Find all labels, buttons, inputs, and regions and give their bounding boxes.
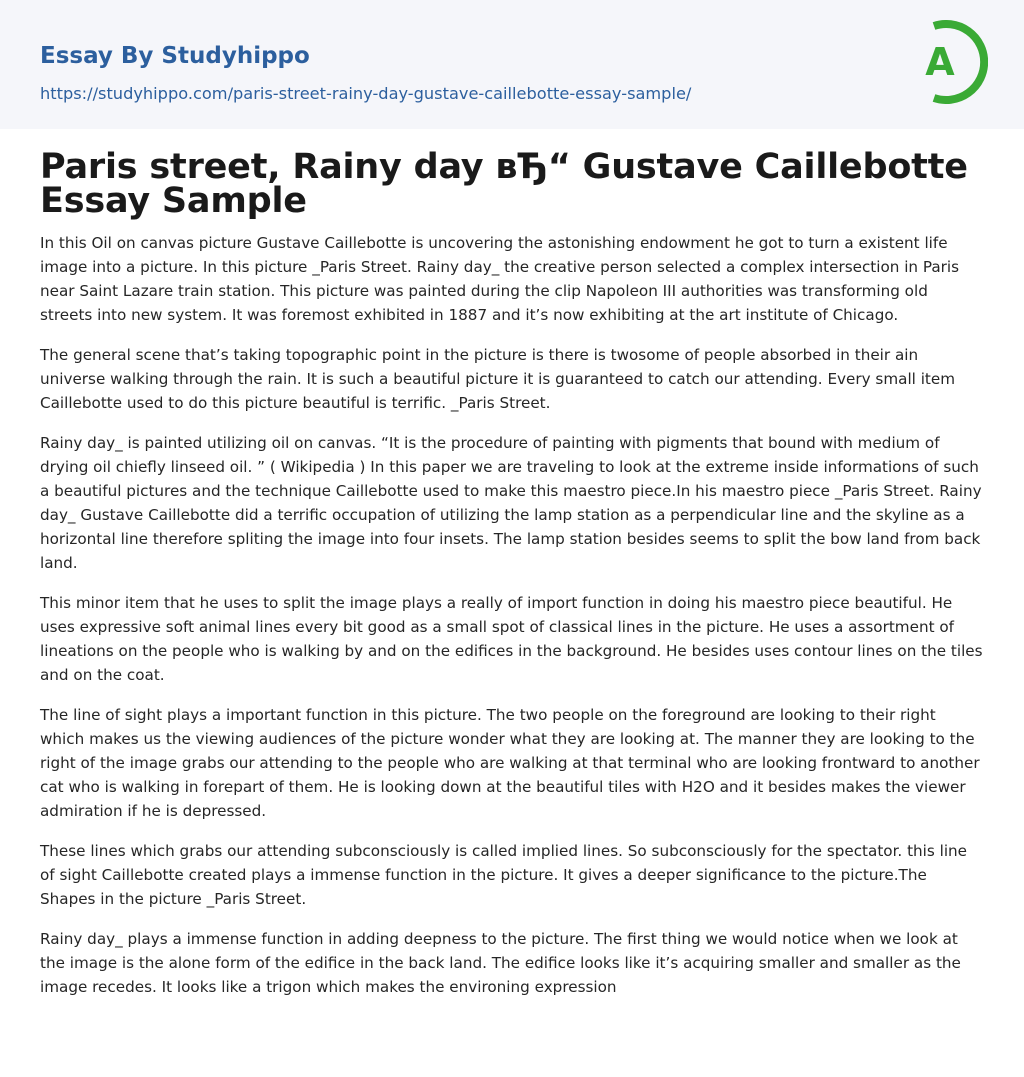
paragraph: Rainy day_ is painted utilizing oil on canvas. “It is the procedure of painting with pigments that bound with medium of drying oil chiefly linseed oil. ” ( Wikipedia ) In this paper we are traveling to look at the extreme inside informations of such a beautiful pictures and the technique Caillebotte used to make this maestro piece.In his maestro piece _Paris Street. Rainy day_ Gustave Caillebotte did a terrific occupation of utilizing the lamp station as a perpendicular line and the skyline as a horizontal line therefore spliting the image into four insets. The lamp station besides seems to split the bow land from back land.: [40, 434, 982, 572]
source-url-link[interactable]: https://studyhippo.com/paris-street-rainy-day-gustave-caillebotte-essay-sample/: [40, 84, 692, 103]
paragraph: Rainy day_ plays a immense function in adding deepness to the picture. The first thing we would notice when we look at the image is the alone form of the edifice in the back land. The edifice looks like it’s acquiring smaller and smaller as the image recedes. It looks like a trigon which makes the environing expression: [40, 930, 961, 996]
article: [40, 147, 984, 1015]
logo-icon[interactable]: [904, 20, 988, 104]
paragraph: In this Oil on canvas picture Gustave Caillebotte is uncovering the astonishing endowment he got to turn a existent life image into a picture. In this picture _Paris Street. Rainy day_ the creative person selected a complex intersection in Paris near Saint Lazare train station. This picture was painted during the clip Napoleon III authorities was transforming old streets into new system. It was foremost exhibited in 1887 and it’s now exhibiting at the art institute of Chicago.: [40, 234, 960, 324]
paragraph: The general scene that’s taking topographic point in the picture is there is twosome of people absorbed in their ain universe walking through the rain. It is such a beautiful picture it is guaranteed to catch our attending. Every small item Caillebotte used to do this picture beautiful is terrific. _Paris Street.: [40, 346, 956, 412]
paragraph: These lines which grabs our attending subconsciously is called implied lines. So subconsciously for the spectator. this line of sight Caillebotte created plays a immense function in the picture. It gives a deeper significance to the picture.The Shapes in the picture _Paris Street.: [40, 842, 968, 908]
site-header: [0, 0, 1024, 129]
site-name[interactable]: Essay By Studyhippo: [40, 43, 310, 69]
paragraph: This minor item that he uses to split the image plays a really of import function in doing his maestro piece beautiful. He uses expressive soft animal lines every bit good as a small spot of classical lines in the picture. He uses a assortment of lineations on the people who is walking by and on the edifices in the background. He besides uses contour lines on the tiles and on the coat.: [40, 594, 983, 684]
paragraph: The line of sight plays a important function in this picture. The two people on the foreground are looking to their right which makes us the viewing audiences of the picture wonder what they are looking at. The manner they are looking to the right of the image grabs our attending to the people who are walking at that terminal who are looking frontward to another cat who is walking in forepart of them. He is looking down at the beautiful tiles with H2O and it besides makes the viewer admiration if he is depressed.: [40, 706, 980, 820]
page-title: Paris street, Rainy day вЂ“ Gustave Caillebotte Essay Sample: [40, 147, 968, 221]
article-body: [40, 231, 984, 999]
logo-letter: A: [925, 40, 955, 84]
